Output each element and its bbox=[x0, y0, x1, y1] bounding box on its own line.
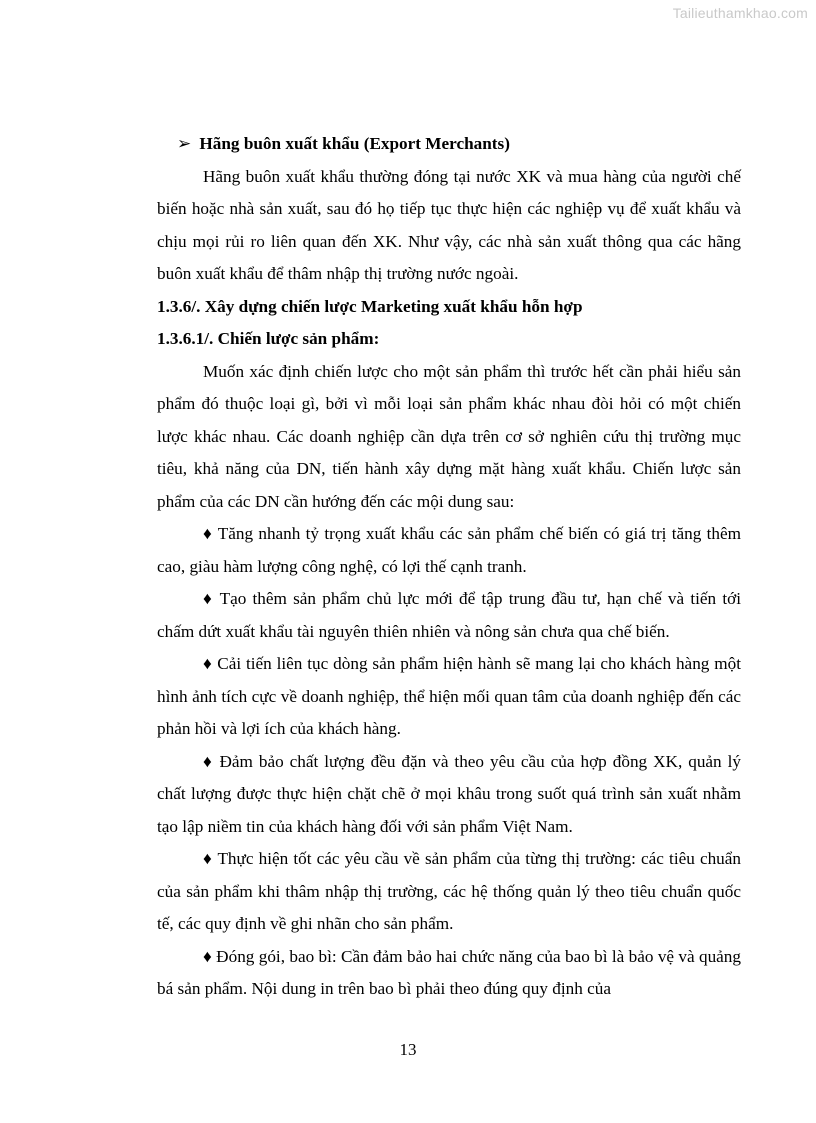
bullet-paragraph: ♦ Tạo thêm sản phẩm chủ lực mới để tập trung đầu tư, hạn chế và tiến tới chấm dứt xuất khẩu tài nguyên thiên nhiên và nông sản chưa qua chế biến. bbox=[157, 589, 741, 641]
bullet-paragraph: ♦ Tăng nhanh tỷ trọng xuất khẩu các sản phẩm chế biến có giá trị tăng thêm cao, giàu hàm lượng công nghệ, có lợi thế cạnh tranh. bbox=[157, 524, 741, 576]
document-body bbox=[157, 128, 741, 1006]
section-heading-text: Hãng buôn xuất khẩu (Export Merchants) bbox=[199, 134, 510, 153]
section-heading-export-merchants bbox=[157, 128, 741, 161]
bullet-paragraph: ♦ Cải tiến liên tục dòng sản phẩm hiện hành sẽ mang lại cho khách hàng một hình ảnh tích cực về doanh nghiệp, thể hiện mối quan tâm của doanh nghiệp đến các phản hồi và lợi ích của khách hàng. bbox=[157, 654, 741, 738]
section-heading-1-3-6: 1.3.6/. Xây dựng chiến lược Marketing xuất khẩu hỗn hợp bbox=[157, 296, 583, 316]
paragraph: Hãng buôn xuất khẩu thường đóng tại nước XK và mua hàng của người chế biến hoặc nhà sản xuất, sau đó họ tiếp tục thực hiện các nghiệp vụ để xuất khẩu và chịu mọi rủi ro liên quan đến XK. Như vậy, các nhà sản xuất thông qua các hãng buôn xuất khẩu để thâm nhập thị trường nước ngoài. bbox=[157, 166, 741, 283]
page-number: 13 bbox=[399, 1040, 417, 1059]
arrow-bullet-icon: ➢ bbox=[177, 134, 192, 153]
paragraph: Muốn xác định chiến lược cho một sản phẩm thì trước hết cần phải hiểu sản phẩm đó thuộc loại gì, bởi vì mỗi loại sản phẩm khác nhau đòi hỏi có một chiến lược khác nhau. Các doanh nghiệp cần dựa trên cơ sở nghiên cứu thị trường mục tiêu, khả năng của DN, tiến hành xây dựng mặt hàng xuất khẩu. Chiến lược sản phẩm của các DN cần hướng đến các mội dung sau: bbox=[157, 361, 741, 511]
bullet-paragraph: ♦ Thực hiện tốt các yêu cầu về sản phẩm của từng thị trường: các tiêu chuẩn của sản phẩm khi thâm nhập thị trường, các hệ thống quản lý theo tiêu chuẩn quốc tế, các quy định về ghi nhãn cho sản phẩm. bbox=[157, 849, 741, 933]
section-heading-1-3-6-1: 1.3.6.1/. Chiến lược sản phẩm: bbox=[157, 329, 380, 348]
watermark: Tailieuthamkhao.com bbox=[672, 5, 808, 21]
bullet-paragraph: ♦ Đóng gói, bao bì: Cần đảm bảo hai chức năng của bao bì là bảo vệ và quảng bá sản phẩm. Nội dung in trên bao bì phải theo đúng quy định của bbox=[157, 946, 741, 998]
bullet-paragraph: ♦ Đảm bảo chất lượng đều đặn và theo yêu cầu của hợp đồng XK, quản lý chất lượng được thực hiện chặt chẽ ở mọi khâu trong suốt quá trình sản xuất nhằm tạo lập niềm tin của khách hàng đối với sản phẩm Việt Nam. bbox=[157, 751, 741, 836]
